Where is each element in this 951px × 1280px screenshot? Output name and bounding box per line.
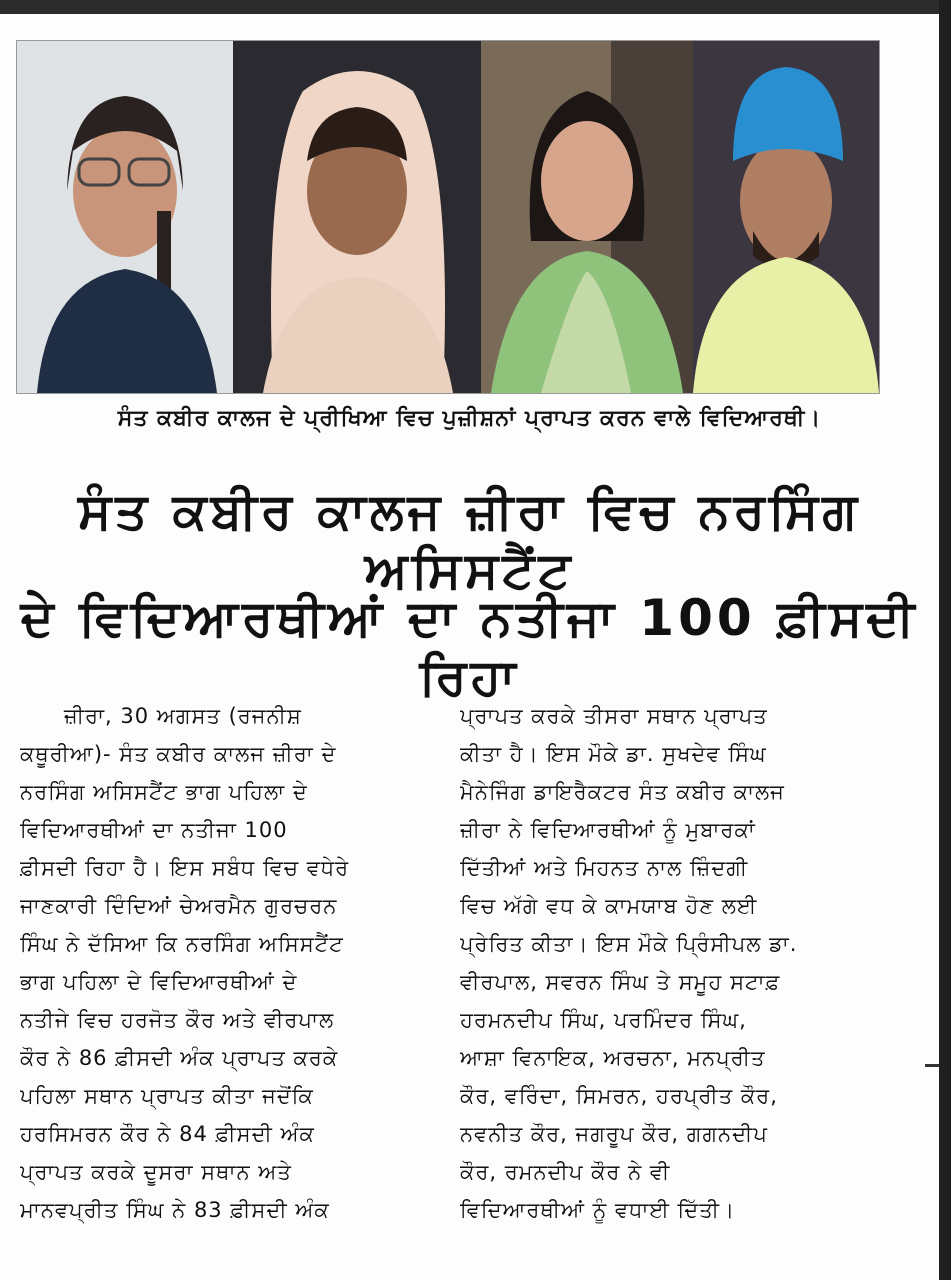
article-line: ਸਿੰਘ ਨੇ ਦੱਸਿਆ ਕਿ ਨਰਸਿੰਗ ਅਸਿਸਟੈਂਟ — [20, 932, 344, 956]
article-line: ਵਿਚ ਅੱਗੇ ਵਧ ਕੇ ਕਾਮਯਾਬ ਹੋਣ ਲਈ — [460, 894, 758, 918]
right-dark-border — [939, 0, 951, 1280]
article-line: ਭਾਗ ਪਹਿਲਾ ਦੇ ਵਿਦਿਆਰਥੀਆਂ ਦੇ — [20, 970, 298, 994]
article-line: ਦਿੱਤੀਆਂ ਅਤੇ ਮਿਹਨਤ ਨਾਲ ਜ਼ਿੰਦਗੀ — [460, 856, 749, 880]
article-line: ਹਰਸਿਮਰਨ ਕੌਰ ਨੇ 84 ਫ਼ੀਸਦੀ ਅੰਕ — [20, 1122, 315, 1146]
article-line: ਕੀਤਾ ਹੈ। ਇਸ ਮੌਕੇ ਡਾ. ਸੁਖਦੇਵ ਸਿੰਘ — [460, 742, 767, 766]
student-photo-4 — [693, 41, 879, 393]
newspaper-clipping — [0, 14, 939, 1280]
headline-line-1: ਸੰਤ ਕਬੀਰ ਕਾਲਜ ਜ਼ੀਰਾ ਵਿਚ ਨਰਸਿੰਗ ਅਸਿਸਟੈਂਟ — [77, 482, 862, 599]
article-line: ਵਿਦਿਆਰਥੀਆਂ ਨੂੰ ਵਧਾਈ ਦਿੱਤੀ। — [460, 1198, 736, 1222]
article-line: ਪ੍ਰੇਰਿਤ ਕੀਤਾ। ਇਸ ਮੌਕੇ ਪ੍ਰਿੰਸੀਪਲ ਡਾ. — [460, 932, 798, 956]
top-dark-border — [0, 0, 951, 14]
article-line: ਕਥੂਰੀਆ)- ਸੰਤ ਕਬੀਰ ਕਾਲਜ ਜ਼ੀਰਾ ਦੇ — [20, 742, 337, 766]
student-photos — [16, 40, 880, 394]
article-line: ਕੌਰ, ਰਮਨਦੀਪ ਕੌਰ ਨੇ ਵੀ — [460, 1160, 671, 1184]
article-line: ਮੈਨੇਜਿੰਗ ਡਾਇਰੈਕਟਰ ਸੰਤ ਕਬੀਰ ਕਾਲਜ — [460, 780, 785, 804]
article-line: ਜ਼ੀਰਾ, 30 ਅਗਸਤ (ਰਜਨੀਸ਼ — [64, 704, 302, 728]
article-line: ਪਹਿਲਾ ਸਥਾਨ ਪ੍ਰਾਪਤ ਕੀਤਾ ਜਦੋਂਕਿ — [20, 1084, 314, 1108]
student-photo-3 — [481, 41, 693, 393]
margin-mark — [925, 1064, 939, 1067]
student-photo-2 — [233, 41, 481, 393]
article-line: ਪ੍ਰਾਪਤ ਕਰਕੇ ਤੀਸਰਾ ਸਥਾਨ ਪ੍ਰਾਪਤ — [460, 704, 768, 728]
article-line: ਪ੍ਰਾਪਤ ਕਰਕੇ ਦੂਸਰਾ ਸਥਾਨ ਅਤੇ — [20, 1160, 292, 1184]
article-line: ਵੀਰਪਾਲ, ਸਵਰਨ ਸਿੰਘ ਤੇ ਸਮੂਹ ਸਟਾਫ਼ — [460, 970, 781, 994]
photo-caption: ਸੰਤ ਕਬੀਰ ਕਾਲਜ ਦੇ ਪ੍ਰੀਖਿਆ ਵਿਚ ਪੁਜ਼ੀਸ਼ਨਾਂ ਪ੍ਰਾਪਤ ਕਰਨ ਵਾਲੇ ਵਿਦਿਆਰਥੀ। — [117, 406, 822, 431]
headline-line-2: ਦੇ ਵਿਦਿਆਰਥੀਆਂ ਦਾ ਨਤੀਜਾ 100 ਫ਼ੀਸਦੀ ਰਿਹਾ — [20, 589, 919, 706]
article-line: ਮਾਨਵਪ੍ਰੀਤ ਸਿੰਘ ਨੇ 83 ਫ਼ੀਸਦੀ ਅੰਕ — [20, 1198, 330, 1222]
article-line: ਆਸ਼ਾ ਵਿਨਾਇਕ, ਅਰਚਨਾ, ਮਨਪ੍ਰੀਤ — [460, 1046, 766, 1070]
student-photo-1 — [17, 41, 233, 393]
article-line: ਹਰਮਨਦੀਪ ਸਿੰਘ, ਪਰਮਿੰਦਰ ਸਿੰਘ, — [460, 1008, 747, 1032]
article-line: ਜਾਣਕਾਰੀ ਦਿੰਦਿਆਂ ਚੇਅਰਮੈਨ ਗੁਰਚਰਨ — [20, 894, 338, 918]
article-line: ਵਿਦਿਆਰਥੀਆਂ ਦਾ ਨਤੀਜਾ 100 — [20, 818, 288, 842]
article-line: ਕੌਰ, ਵਰਿੰਦਾ, ਸਿਮਰਨ, ਹਰਪ੍ਰੀਤ ਕੌਰ, — [460, 1084, 778, 1108]
article-line: ਨਰਸਿੰਗ ਅਸਿਸਟੈਂਟ ਭਾਗ ਪਹਿਲਾ ਦੇ — [20, 780, 308, 804]
article-column-left — [20, 697, 422, 1229]
article-line: ਜ਼ੀਰਾ ਨੇ ਵਿਦਿਆਰਥੀਆਂ ਨੂੰ ਮੁਬਾਰਕਾਂ — [460, 818, 756, 842]
article-line: ਨਵਨੀਤ ਕੌਰ, ਜਗਰੂਪ ਕੌਰ, ਗਗਨਦੀਪ — [460, 1122, 768, 1146]
article-line: ਫ਼ੀਸਦੀ ਰਿਹਾ ਹੈ। ਇਸ ਸਬੰਧ ਵਿਚ ਵਧੇਰੇ — [20, 856, 350, 880]
article-column-right — [460, 697, 880, 1229]
article-line: ਨਤੀਜੇ ਵਿਚ ਹਰਜੋਤ ਕੌਰ ਅਤੇ ਵੀਰਪਾਲ — [20, 1008, 335, 1032]
article-line: ਕੌਰ ਨੇ 86 ਫ਼ੀਸਦੀ ਅੰਕ ਪ੍ਰਾਪਤ ਕਰਕੇ — [20, 1046, 339, 1070]
